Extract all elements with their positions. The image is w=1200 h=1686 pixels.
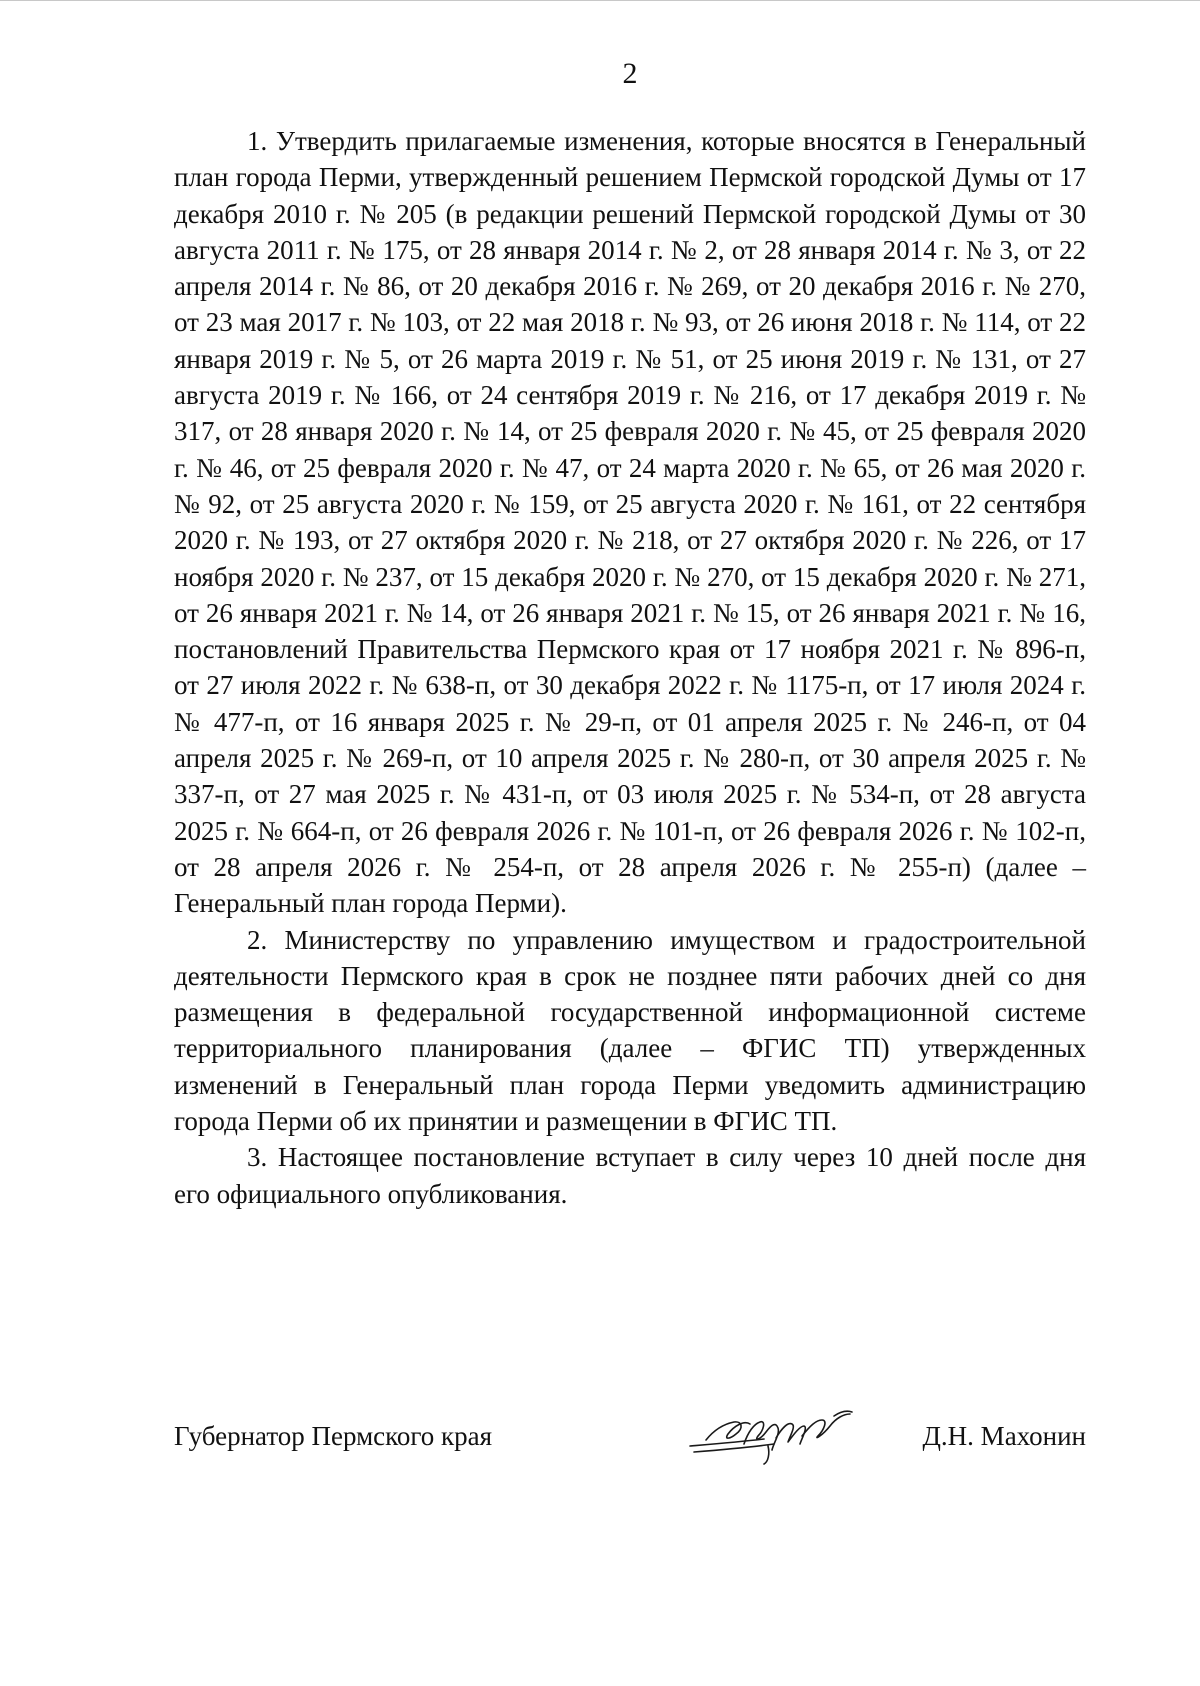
paragraph-1: 1. Утвердить прилагаемые изменения, которые вносятся в Генеральный план города Перми, утвержденный решением Пермской городской Думы от 17 декабря 2010 г. № 205 (в редакции решений Пермской городской Думы от 30 августа 2011 г. № 175, от 28 января 2014 г. № 2, от 28 января 2014 г. № 3, от 22 апреля 2014 г. № 86, от 20 декабря 2016 г. № 269, от 20 декабря 2016 г. № 270, от 23 мая 2017 г. № 103, от 22 мая 2018 г. № 93, от 26 июня 2018 г. № 114, от 22 января 2019 г. № 5, от 26 марта 2019 г. № 51, от 25 июня 2019 г. № 131, от 27 августа 2019 г. № 166, от 24 сентября 2019 г. № 216, от 17 декабря 2019 г. № 317, от 28 января 2020 г. № 14, от 25 февраля 2020 г. № 45, от 25 февраля 2020 г. № 46, от 25 февраля 2020 г. № 47, от 24 марта 2020 г. № 65, от 26 мая 2020 г. № 92, от 25 августа 2020 г. № 159, от 25 августа 2020 г. № 161, от 22 сентября 2020 г. № 193, от 27 октября 2020 г. № 218, от 27 октября 2020 г. № 226, от 17 ноября 2020 г. № 237, от 15 декабря 2020 г. № 270, от 15 декабря 2020 г. № 271, от 26 января 2021 г. № 14, от 26 января 2021 г. № 15, от 26 января 2021 г. № 16, постановлений Правительства Пермского края от 17 ноября 2021 г. № 896-п, от 27 июля 2022 г. № 638-п, от 30 декабря 2022 г. № 1175-п, от 17 июля 2024 г. № 477-п, от 16 января 2025 г. № 29-п, от 01 апреля 2025 г. № 246-п, от 04 апреля 2025 г. № 269-п, от 10 апреля 2025 г. № 280-п, от 30 апреля 2025 г. № 337-п, от 27 мая 2025 г. № 431-п, от 03 июля 2025 г. № 534-п, от 28 августа 2025 г. № 664-п, от 26 февраля 2026 г. № 101-п, от 26 февраля 2026 г. № 102-п, от 28 апреля 2026 г. № 254-п, от 28 апреля 2026 г. № 255-п) (далее – Генеральный план города Перми). (174, 126, 1086, 919)
paragraph-3: 3. Настоящее постановление вступает в силу через 10 дней после дня его официального опубликования. (174, 1142, 1086, 1209)
signature-block (174, 1408, 1086, 1468)
paragraph-2: 2. Министерству по управлению имуществом и градостроительной деятельности Пермского края в срок не позднее пяти рабочих дней со дня размещения в федеральной государственной информационной системе территориального планирования (далее – ФГИС ТП) утвержденных изменений в Генеральный план города Перми уведомить администрацию города Перми об их принятии и размещении в ФГИС ТП. (174, 924, 1086, 1137)
page-number: 2 (622, 57, 638, 90)
signatory-name: Д.Н. Махонин (922, 1421, 1086, 1451)
page-top-edge (0, 0, 1200, 1)
signatory-position: Губернатор Пермского края (174, 1421, 493, 1451)
document-body (174, 123, 1086, 1212)
handwritten-signature (684, 1400, 859, 1470)
